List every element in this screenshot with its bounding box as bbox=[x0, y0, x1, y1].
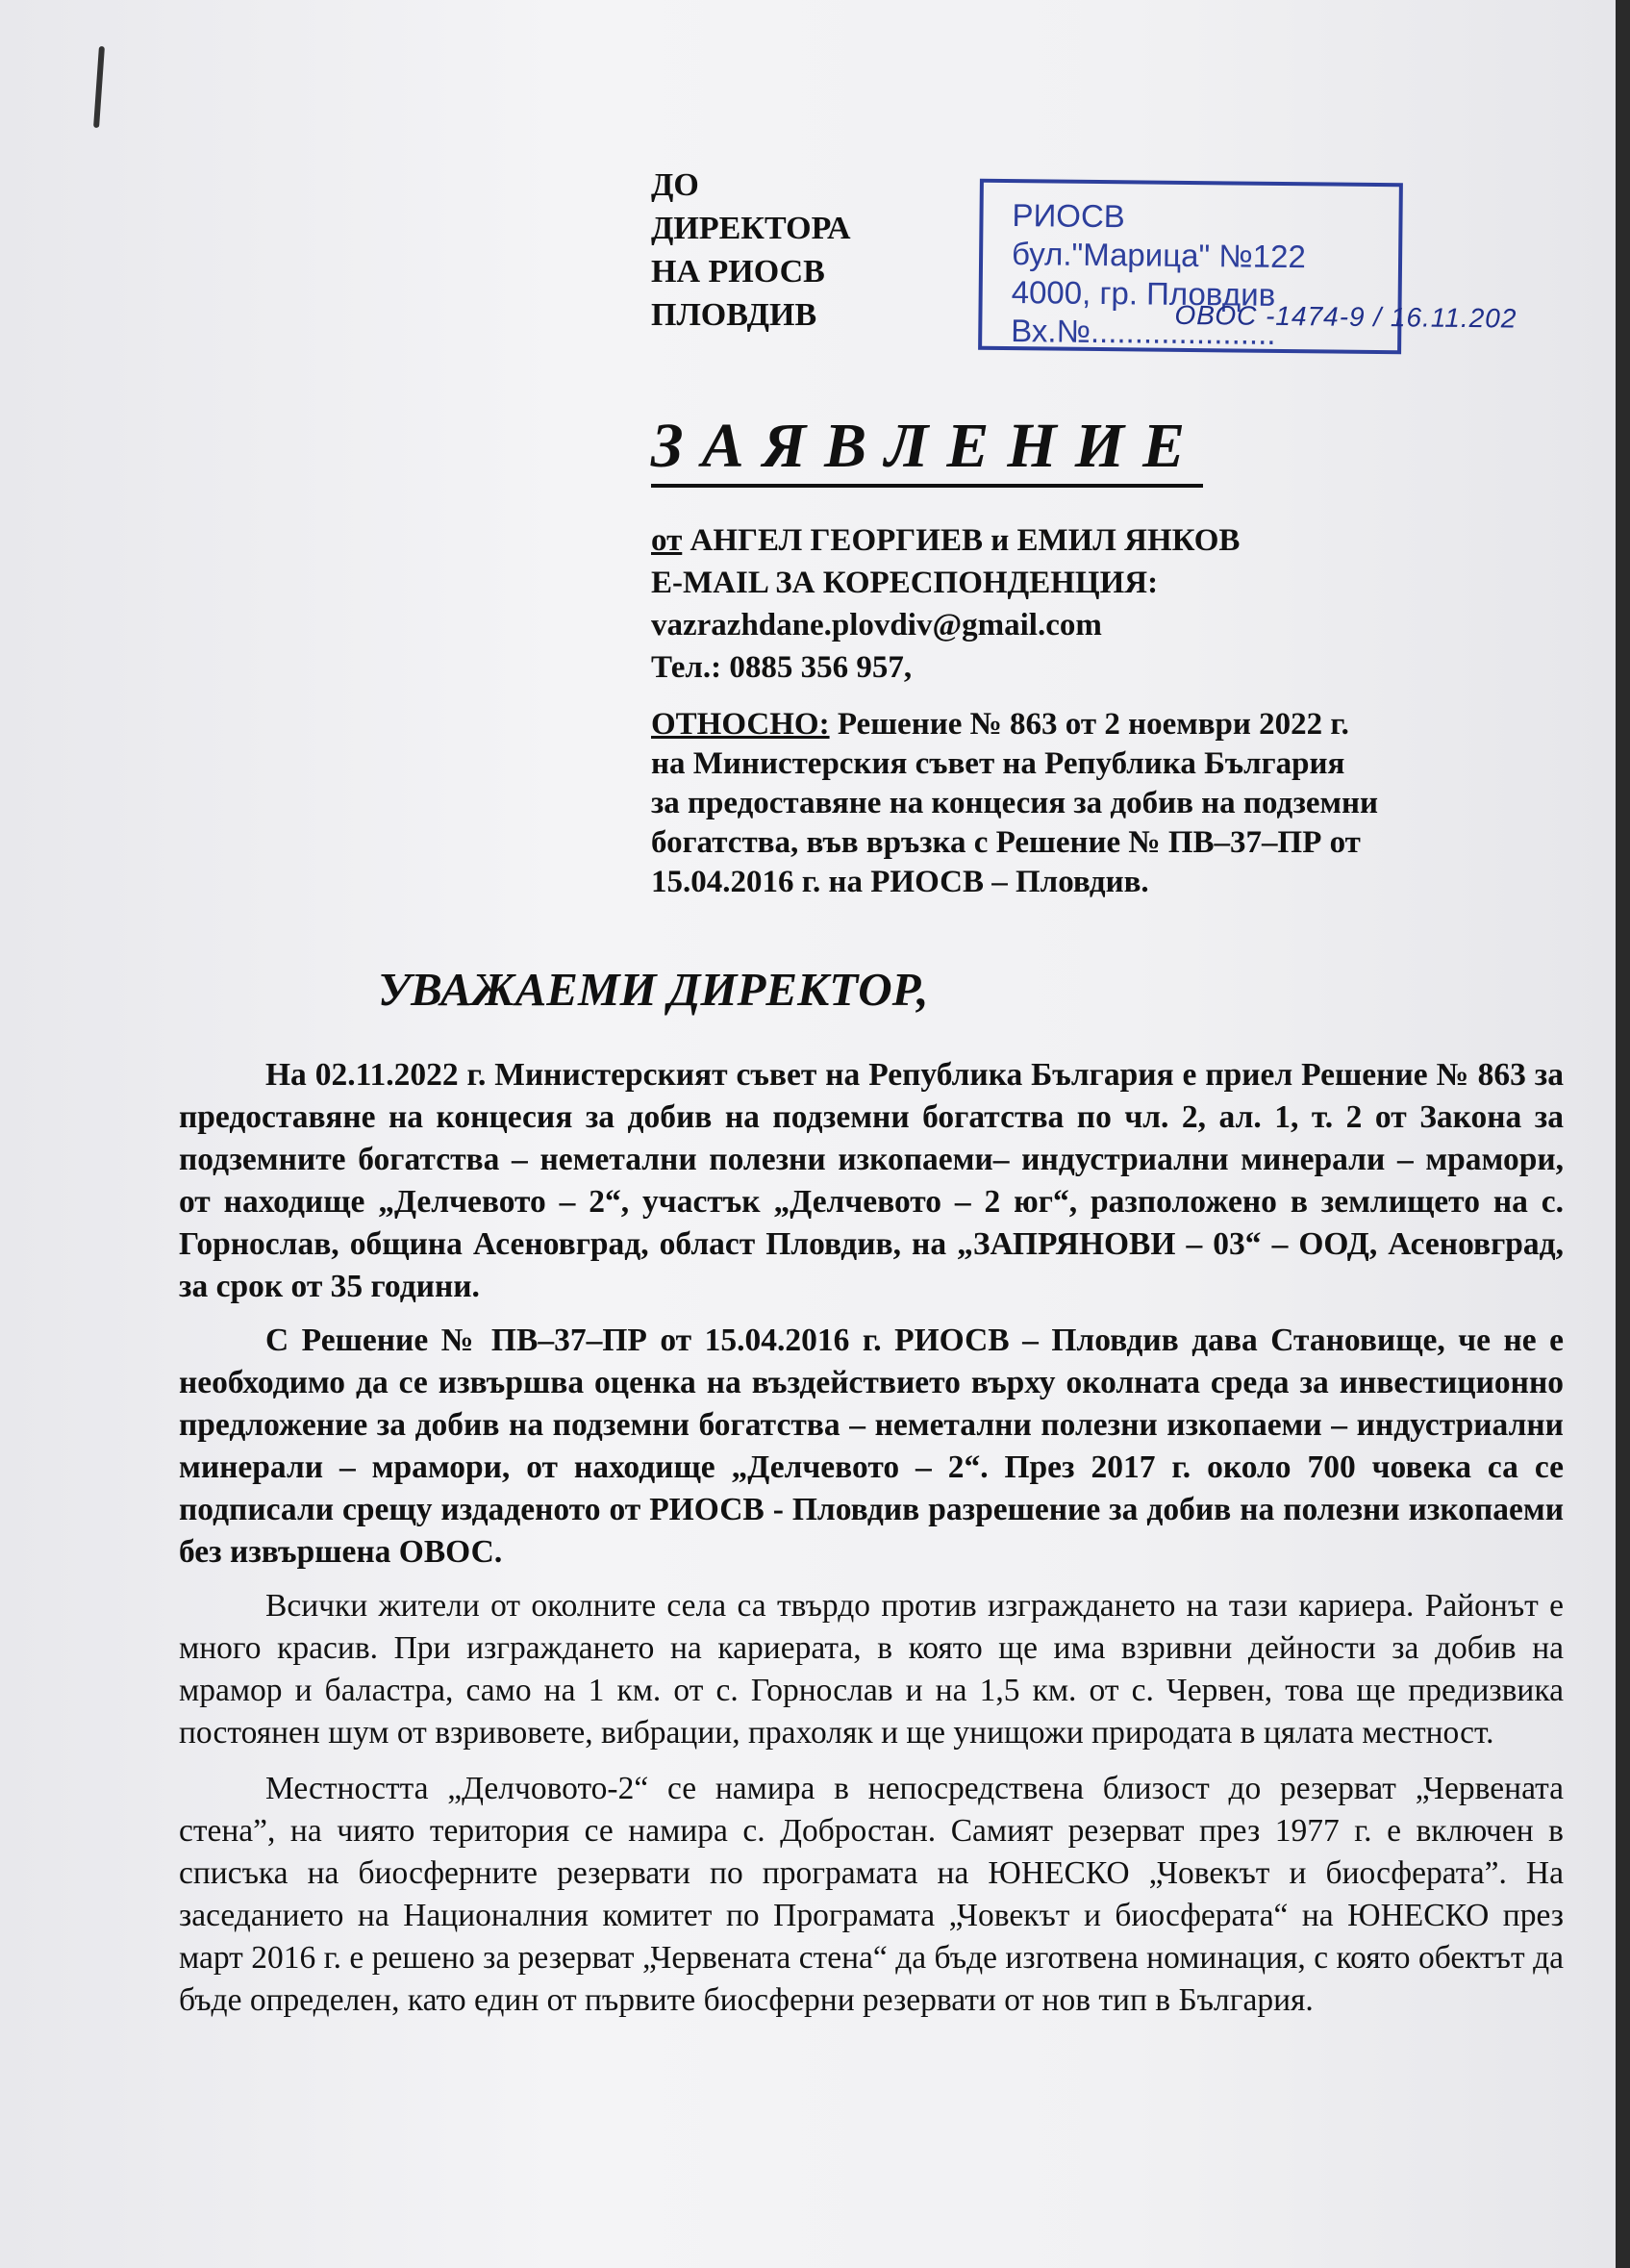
letter-body bbox=[179, 1054, 1564, 2033]
paragraph: С Решение № ПВ–37–ПР от 15.04.2016 г. РИОСВ – Пловдив дава Становище, че не е необходимо да се извършва оценка на въздействието върху околната среда за инвестиционно предложение за добив на подземни богатства – неметални полезни изкопаеми – индустриални минерали – мрамори, от находище „Делчевото – 2“. През 2017 г. около 700 човека са се подписали срещу издаденото от РИОСВ - Пловдив разрешение за добив на полезни изкопаеми без извършена ОВОС. bbox=[179, 1323, 1564, 1570]
subject-line: богатства, във връзка с Решение № ПВ–37–ПР от bbox=[651, 825, 1361, 860]
addressee-line: ДИРЕКТОРА bbox=[651, 211, 851, 246]
subject-line: 15.04.2016 г. на РИОСВ – Пловдив. bbox=[651, 865, 1149, 899]
registry-stamp bbox=[978, 179, 1517, 355]
subject-line: Решение № 863 от 2 ноември 2022 г. bbox=[837, 707, 1349, 742]
stamp-line: Вх.№..................... bbox=[1011, 313, 1276, 351]
stamp-handwritten-number: ОВОС -1474-9 / 16.11.202 bbox=[1174, 299, 1517, 334]
paragraph: Местността „Делчовото-2“ се намира в непосредствена близост до резерват „Червената стена”, на чиято територия се намира с. Добростан. Самият резерват през 1977 г. е включен в списъка на биосферните резервати по програмата на ЮНЕСКО „Човекът и биосферата”. На заседанието на Националния комитет по Програмата „Човекът и биосферата“ на ЮНЕСКО през март 2016 г. е решено за резерват „Червената стена“ да бъде изготвена номинация, с която обектът да бъде определен, като един от първите биосферни резервати от нов тип в България. bbox=[179, 1771, 1564, 2018]
sender-block bbox=[651, 519, 1240, 689]
addressee-line: ДО bbox=[651, 167, 699, 203]
sender-names-text: АНГЕЛ ГЕОРГИЕВ и ЕМИЛ ЯНКОВ bbox=[690, 523, 1241, 558]
email-address: vazrazhdane.plovdiv@gmail.com bbox=[651, 608, 1102, 643]
addressee-line: ПЛОВДИВ bbox=[651, 297, 817, 333]
addressee-block bbox=[651, 164, 851, 337]
pen-mark bbox=[93, 46, 105, 128]
stamp-line: РИОСВ bbox=[1012, 197, 1125, 235]
email-label: E-MAIL ЗА КОРЕСПОНДЕНЦИЯ: bbox=[651, 566, 1159, 600]
stamp-line: бул."Марица" №122 bbox=[1011, 236, 1306, 275]
stamp-line: 4000, гр. Пловдив bbox=[1011, 274, 1276, 313]
phone: Тел.: 0885 356 957, bbox=[651, 650, 913, 685]
subject-line: на Министерския съвет на Република България bbox=[651, 746, 1345, 781]
paragraph: Всички жители от околните села са твърдо против изграждането на тази кариера. Районът е много красив. При изграждането на кариерата, в която ще има взривни дейности за добив на мрамор и баластра, само на 1 км. от с. Горнослав и на 1,5 км. от с. Червен, това ще предизвика постоянен шум от взривовете, вибрации, прахоляк и ще унищожи природата в цялата местност. bbox=[179, 1588, 1564, 1751]
subject-label: ОТНОСНО: bbox=[651, 707, 830, 742]
document-title: ЗАЯВЛЕНИЕ bbox=[651, 409, 1203, 488]
paragraph: На 02.11.2022 г. Министерският съвет на Република България е приел Решение № 863 за предоставяне на концесия за добив на подземни богатства по чл. 2, ал. 1, т. 2 от Закона за подземните богатства – неметални полезни изкопаеми– индустриални минерали – мрамори, от находище „Делчевото – 2“, участък „Делчевото – 2 юг“, разположено в землището на с. Горнослав, община Асеновград, област Пловдив, на „ЗАПРЯНОВИ – 03“ – ООД, Асеновград, за срок от 35 години. bbox=[179, 1057, 1564, 1304]
salutation: УВАЖАЕМИ ДИРЕКТОР, bbox=[378, 963, 929, 1016]
sender-names bbox=[651, 519, 1240, 562]
subject-line: за предоставяне на концесия за добив на подземни bbox=[651, 786, 1379, 820]
sender-prefix: от bbox=[651, 523, 683, 558]
addressee-line: НА РИОСВ bbox=[651, 254, 825, 290]
subject-block bbox=[651, 705, 1517, 902]
